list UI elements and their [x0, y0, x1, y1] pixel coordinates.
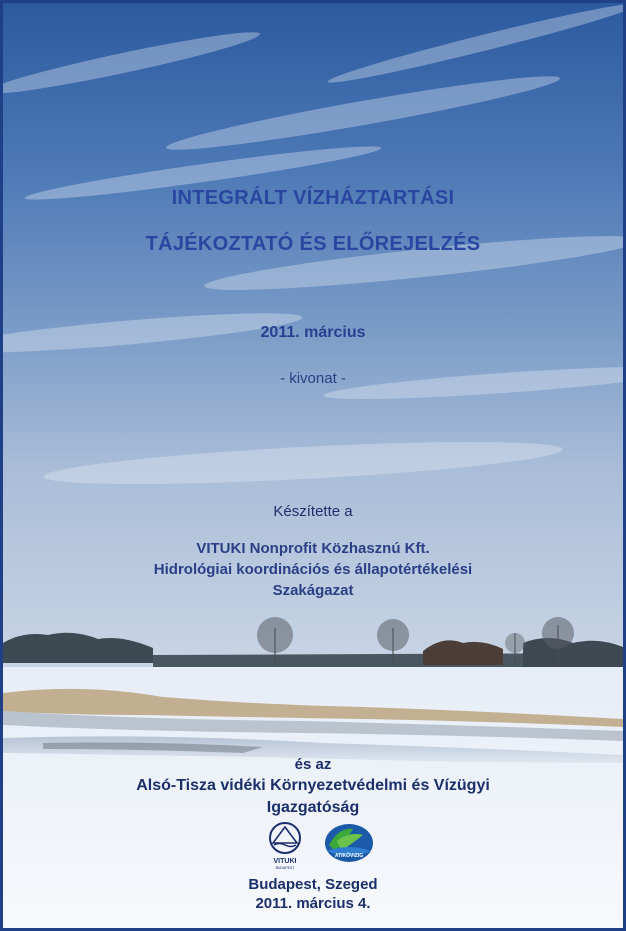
- atikovizig-logo-name: ATIKÖVIZIG: [334, 853, 364, 859]
- title-line-1: INTEGRÁLT VÍZHÁZTARTÁSI: [171, 187, 455, 209]
- vituki-logo-name: VITUKI: [273, 858, 297, 865]
- issue-date: 2011. március: [260, 324, 366, 341]
- org2-line-2: Igazgatóság: [266, 799, 360, 816]
- org1-line-1: VITUKI Nonprofit Közhasznú Kft.: [196, 540, 430, 557]
- title-line-2: TÁJÉKOZTATÓ ÉS ELŐREJELZÉS: [145, 233, 481, 255]
- org1-line-2: Hidrológiai koordinációs és állapotértékelési: [153, 561, 473, 578]
- publication-place: Budapest, Szeged: [248, 876, 378, 893]
- vituki-logo-icon: [265, 821, 305, 871]
- publication-date: 2011. március 4.: [255, 895, 371, 912]
- prepared-by-label: Készítette a: [273, 503, 353, 520]
- vituki-logo-sub: BUDAPEST: [275, 866, 295, 870]
- org1-line-3: Szakágazat: [272, 582, 354, 599]
- org2-line-1: Alsó-Tisza vidéki Környezetvédelmi és Vízügyi: [136, 777, 490, 794]
- logos-row: [3, 821, 623, 871]
- kivonat-label: - kivonat -: [280, 370, 346, 387]
- atikovizig-logo-icon: [323, 821, 375, 865]
- and-label: és az: [294, 756, 332, 773]
